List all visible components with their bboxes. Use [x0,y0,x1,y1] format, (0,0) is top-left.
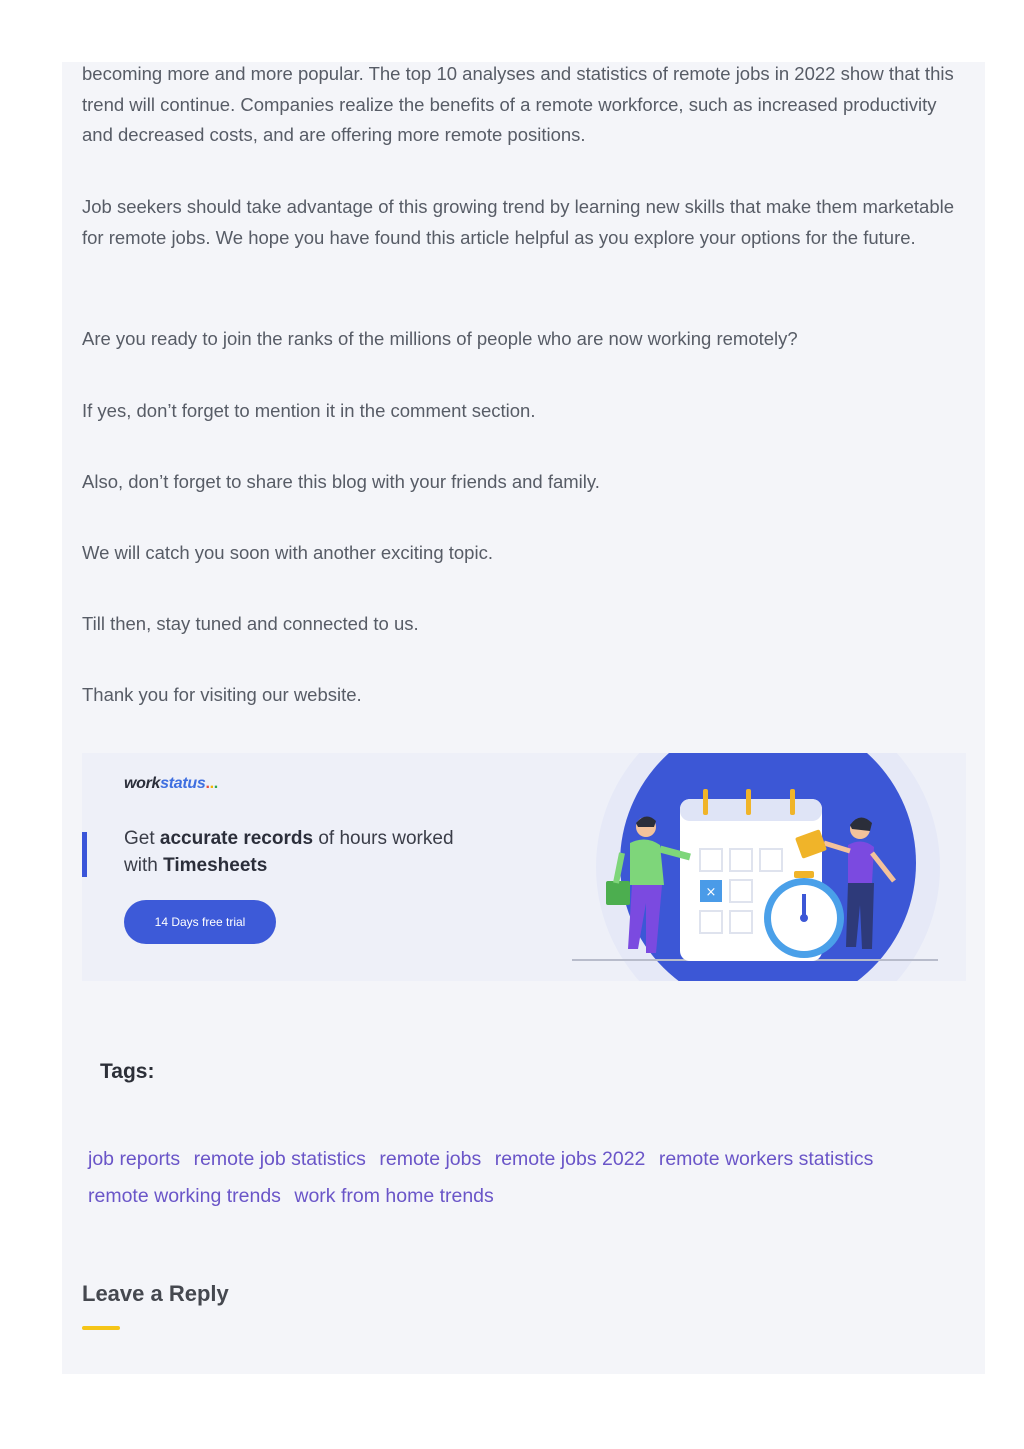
banner-accent-bar [82,832,87,877]
tag-link[interactable]: remote workers statistics [658,1148,874,1170]
leave-reply-heading: Leave a Reply [82,1281,229,1306]
article-paragraph: We will catch you soon with another exciting topic. [82,542,493,563]
tag-list [88,1142,948,1216]
free-trial-button[interactable]: 14 Days free trial [124,900,276,944]
banner-headline: Get accurate records of hours worked with Timesheets [124,828,454,876]
workstatus-ad-banner[interactable] [82,753,966,981]
article-paragraph: becoming more and more popular. The top 10 analyses and statistics of remote jobs in 2022 show that this trend will continue. Companies realize the benefits of a remote workforce, such as increased productivity and decreased costs, and are offering more remote positions. [82,63,954,145]
article-paragraph: Are you ready to join the ranks of the millions of people who are now working remotely? [82,328,798,349]
tag-link[interactable]: remote jobs 2022 [494,1148,646,1170]
timesheet-illustration [572,753,966,981]
article-paragraph: Also, don’t forget to share this blog with your friends and family. [82,471,600,492]
tag-link[interactable]: work from home trends [294,1185,494,1207]
heading-underline [82,1326,120,1330]
article-paragraph: Till then, stay tuned and connected to us. [82,613,419,634]
article-paragraph: Thank you for visiting our website. [82,684,362,705]
tag-link[interactable]: job reports [88,1148,181,1170]
workstatus-logo: workstatus... [124,775,218,792]
article-paragraph: Job seekers should take advantage of this growing trend by learning new skills that make them marketable for remote jobs. We hope you have found this article helpful as you explore your options for the future. [82,196,955,248]
tag-link[interactable]: remote working trends [88,1185,281,1207]
tag-link[interactable]: remote jobs [379,1148,482,1170]
tags-heading: Tags: [100,1060,155,1083]
article-paragraph: If yes, don’t forget to mention it in the comment section. [82,400,536,421]
tag-link[interactable]: remote job statistics [193,1148,366,1170]
svg-text:×: × [705,885,717,900]
